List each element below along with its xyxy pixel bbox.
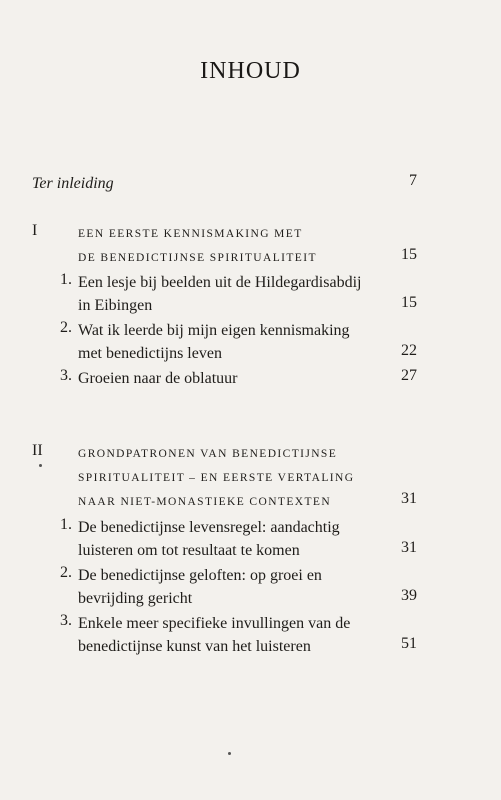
item-number: 3. bbox=[60, 367, 72, 384]
item-title-cont: benedictijnse kunst van het luisteren bbox=[78, 638, 311, 655]
print-speck bbox=[39, 464, 42, 467]
item-title-cont: luisteren om tot resultaat te komen bbox=[78, 542, 300, 559]
item-page: 39 bbox=[401, 587, 417, 604]
item-page: 27 bbox=[401, 367, 417, 384]
item-number: 2. bbox=[60, 564, 72, 581]
part2-numeral: II bbox=[32, 442, 43, 459]
item-page: 51 bbox=[401, 635, 417, 652]
item-number: 2. bbox=[60, 319, 72, 336]
item-title-cont: in Eibingen bbox=[78, 297, 153, 314]
intro-page: 7 bbox=[409, 172, 417, 189]
item-title: Groeien naar de oblatuur bbox=[78, 370, 238, 387]
page-title: INHOUD bbox=[200, 58, 301, 84]
part1-heading-page: 15 bbox=[401, 246, 417, 263]
item-title-cont: bevrijding gericht bbox=[78, 590, 193, 607]
item-page: 15 bbox=[401, 294, 417, 311]
item-number: 1. bbox=[60, 271, 72, 288]
item-title: De benedictijnse geloften: op groei en bbox=[78, 567, 322, 584]
item-page: 22 bbox=[401, 342, 417, 359]
item-title-cont: met benedictijns leven bbox=[78, 345, 222, 362]
item-page: 31 bbox=[401, 539, 417, 556]
part2-heading-line3: NAAR NIET-MONASTIEKE CONTEXTEN bbox=[78, 496, 332, 508]
part1-numeral: I bbox=[32, 222, 38, 239]
item-title: De benedictijnse levensregel: aandachtig bbox=[78, 519, 340, 536]
part2-heading-line2: SPIRITUALITEIT – EN EERSTE VERTALING bbox=[78, 472, 355, 484]
item-number: 1. bbox=[60, 516, 72, 533]
part1-heading-line2: DE BENEDICTIJNSE SPIRITUALITEIT bbox=[78, 252, 317, 264]
part2-heading-line1: GRONDPATRONEN VAN BENEDICTIJNSE bbox=[78, 448, 338, 460]
item-number: 3. bbox=[60, 612, 72, 629]
part2-heading-page: 31 bbox=[401, 490, 417, 507]
part1-heading-line1: EEN EERSTE KENNISMAKING MET bbox=[78, 228, 303, 240]
intro-label: Ter inleiding bbox=[32, 175, 114, 192]
item-title: Enkele meer specifieke invullingen van de bbox=[78, 615, 351, 632]
item-title: Een lesje bij beelden uit de Hildegardisabdij bbox=[78, 274, 362, 291]
print-speck bbox=[228, 752, 231, 755]
item-title: Wat ik leerde bij mijn eigen kennismaking bbox=[78, 322, 350, 339]
